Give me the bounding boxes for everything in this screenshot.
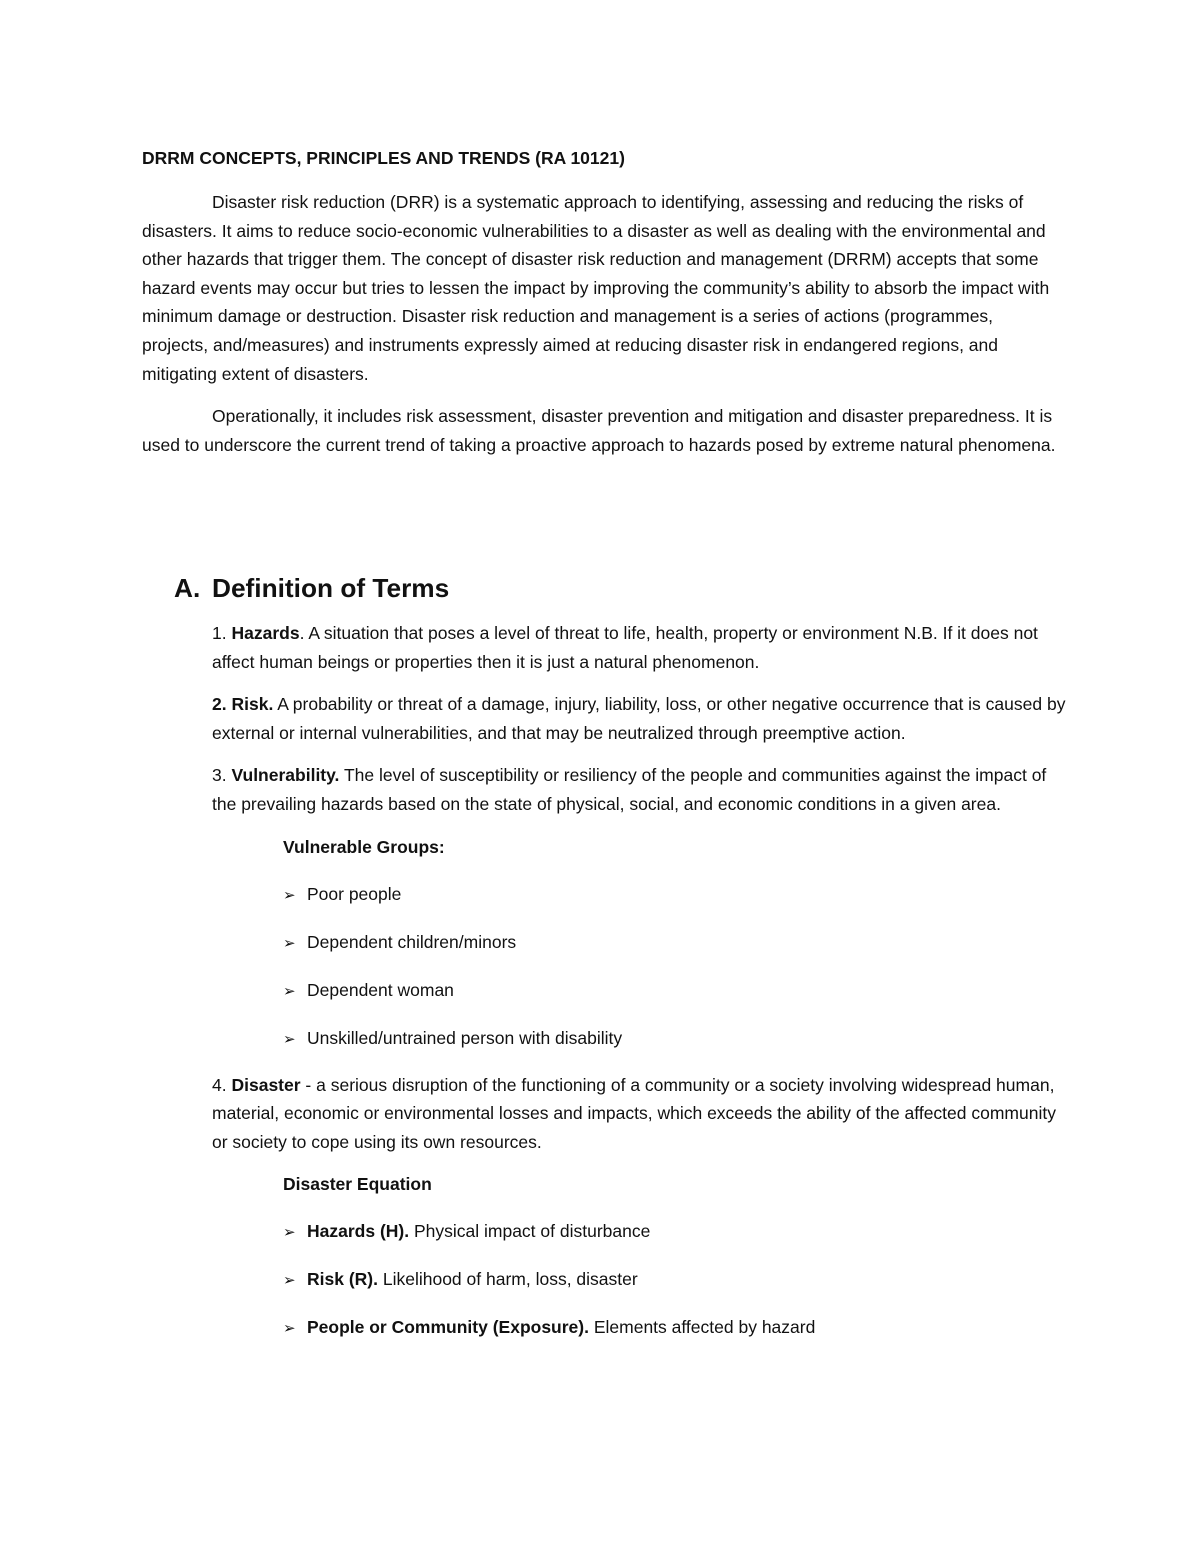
term-definition: The level of susceptibility or resiliency of the people and communities against the impact of the prevailing hazards based on the state of physical, social, and economic conditions in a given area.: [212, 765, 1047, 814]
term-vulnerability: [212, 761, 1072, 818]
list-item-text: Physical impact of disturbance: [409, 1221, 651, 1242]
intro-paragraph-1: Disaster risk reduction (DRR) is a systematic approach to identifying, assessing and reducing the risks of disasters. It aims to reduce socio-economic vulnerabilities to a disaster as well as dealing with the environmental and other hazards that trigger them. The concept of disaster risk reduction and management (DRRM) accepts that some hazard events may occur but tries to lessen the impact by improving the community’s ability to absorb the impact with minimum damage or destruction. Disaster risk reduction and management is a series of actions (programmes, projects, and/measures) and instruments expressly aimed at reducing disaster risk in endangered regions, and mitigating extent of disasters.: [142, 192, 1050, 384]
list-item-text: Elements affected by hazard: [588, 1317, 816, 1338]
term-disaster: [212, 1071, 1072, 1157]
term-name: Disaster: [231, 1074, 301, 1095]
section-letter: A.: [174, 573, 201, 603]
term-name: Vulnerability.: [231, 765, 340, 786]
list-item-term: Risk (R).: [307, 1269, 378, 1290]
page-title: DRRM CONCEPTS, PRINCIPLES AND TRENDS (RA 10121): [142, 148, 625, 168]
section-heading-text: Definition of Terms: [212, 573, 450, 603]
term-definition: A probability or threat of a damage, injury, liability, loss, or other negative occurrence that is caused by external or internal vulnerabilities, and that may be neutralized through preemptive action.: [212, 694, 1066, 743]
right-arrowhead-icon: ➢: [283, 1223, 296, 1242]
vulnerable-groups-title: Vulnerable Groups:: [283, 836, 445, 857]
term-number: 3.: [212, 765, 227, 786]
list-item-term: People or Community (Exposure).: [307, 1317, 589, 1338]
disaster-equation-list: [283, 1217, 1072, 1342]
terms-list: [212, 619, 1072, 1342]
list-item-text: Likelihood of harm, loss, disaster: [377, 1269, 638, 1290]
section-heading: [174, 573, 450, 603]
right-arrowhead-icon: ➢: [283, 981, 296, 1000]
term-name: Risk.: [231, 694, 274, 715]
list-item-text: Unskilled/untrained person with disability: [307, 1027, 623, 1048]
intro-paragraph-2: Operationally, it includes risk assessment, disaster prevention and mitigation and disaster preparedness. It is used to underscore the current trend of taking a proactive approach to hazards posed by extreme natural phenomena.: [142, 406, 1056, 455]
term-name: Hazards: [231, 623, 300, 643]
list-item: [283, 1265, 1072, 1294]
term-separator: .: [299, 623, 305, 643]
list-item: [283, 928, 1072, 957]
term-number: 4.: [212, 1074, 227, 1095]
right-arrowhead-icon: ➢: [283, 1319, 296, 1338]
term-hazards: [212, 619, 1072, 676]
list-item-text: Dependent children/minors: [307, 931, 517, 952]
list-item: [283, 1313, 1072, 1342]
intro-section: [142, 188, 1062, 473]
right-arrowhead-icon: ➢: [283, 1029, 296, 1048]
right-arrowhead-icon: ➢: [283, 1271, 296, 1290]
list-item: [283, 1217, 1072, 1246]
vulnerable-groups-list: [283, 880, 1072, 1053]
term-definition: A situation that poses a level of threat to life, health, property or environment N.B. If it does not affect human beings or properties then it is just a natural phenomenon.: [212, 623, 1038, 672]
term-number: 1.: [212, 623, 227, 643]
right-arrowhead-icon: ➢: [283, 933, 296, 952]
term-number: 2.: [212, 694, 227, 715]
list-item-text: Poor people: [307, 883, 402, 904]
list-item-term: Hazards (H).: [307, 1221, 410, 1242]
list-item-text: Dependent woman: [307, 979, 454, 1000]
list-item: [283, 1024, 1072, 1053]
disaster-equation-title: Disaster Equation: [283, 1174, 432, 1195]
list-item: [283, 976, 1072, 1005]
right-arrowhead-icon: ➢: [283, 885, 296, 904]
term-definition: - a serious disruption of the functioning of a community or a society involving widespread human, material, economic or environmental losses and impacts, which exceeds the ability of the affected community or society to cope using its own resources.: [212, 1074, 1056, 1152]
list-item: [283, 880, 1072, 909]
term-risk: [212, 690, 1072, 747]
